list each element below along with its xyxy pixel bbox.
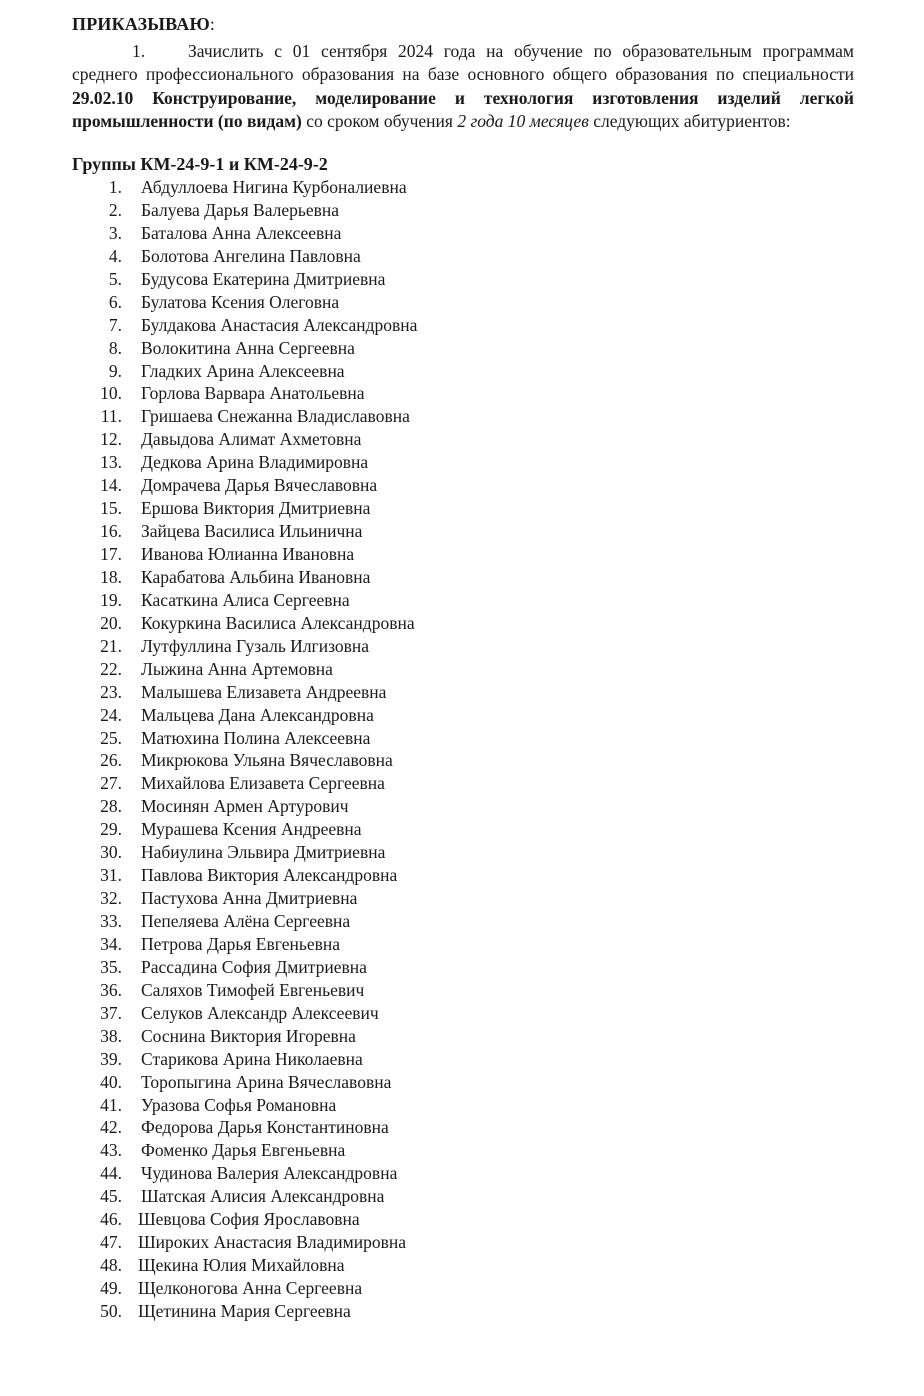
student-name: Микрюкова Ульяна Вячеславовна bbox=[141, 750, 393, 771]
student-name: Петрова Дарья Евгеньевна bbox=[141, 933, 340, 954]
student-number: 22. bbox=[100, 658, 122, 679]
student-number: 32. bbox=[100, 888, 122, 909]
student-number: 16. bbox=[100, 521, 122, 542]
student-name: Волокитина Анна Сергеевна bbox=[141, 337, 355, 358]
student-name: Павлова Виктория Александровна bbox=[141, 865, 398, 886]
student-number: 46. bbox=[100, 1209, 122, 1230]
student-name: Булдакова Анастасия Александровна bbox=[141, 314, 418, 335]
student-number: 49. bbox=[100, 1278, 122, 1298]
student-number: 28. bbox=[100, 796, 122, 817]
student-number: 19. bbox=[100, 589, 122, 610]
student-number: 40. bbox=[100, 1071, 122, 1092]
study-duration: 2 года 10 месяцев bbox=[457, 111, 589, 132]
student-number: 12. bbox=[100, 429, 122, 450]
student-number: 48. bbox=[100, 1255, 122, 1276]
student-name: Балуева Дарья Валерьевна bbox=[141, 199, 340, 220]
student-name: Иванова Юлианна Ивановна bbox=[141, 544, 355, 564]
student-name: Саляхов Тимофей Евгеньевич bbox=[141, 979, 365, 1000]
student-name: Соснина Виктория Игоревна bbox=[141, 1025, 356, 1046]
heading-text: ПРИКАЗЫВАЮ bbox=[72, 14, 210, 34]
student-number: 26. bbox=[100, 750, 122, 771]
student-name: Матюхина Полина Алексеевна bbox=[141, 727, 371, 748]
student-number: 6. bbox=[108, 291, 122, 312]
student-number: 2. bbox=[108, 199, 122, 220]
student-name: Гришаева Снежанна Владиславовна bbox=[141, 406, 410, 427]
heading-colon: : bbox=[209, 14, 216, 34]
student-number: 10. bbox=[100, 383, 122, 404]
student-name: Баталова Анна Алексеевна bbox=[141, 222, 342, 243]
student-name: Зайцева Василиса Ильинична bbox=[141, 521, 363, 542]
student-name: Ершова Виктория Дмитриевна bbox=[141, 498, 371, 519]
student-name: Дедкова Арина Владимировна bbox=[141, 452, 369, 473]
student-name: Горлова Варвара Анатольевна bbox=[141, 383, 365, 404]
student-number: 33. bbox=[100, 911, 122, 931]
student-name: Шатская Алисия Александровна bbox=[141, 1186, 385, 1207]
student-name: Рассадина София Дмитриевна bbox=[141, 956, 367, 977]
student-number: 43. bbox=[100, 1140, 122, 1161]
student-name: Щелконогова Анна Сергеевна bbox=[138, 1278, 363, 1298]
student-name: Мурашева Ксения Андреевна bbox=[141, 819, 362, 840]
paragraph-text-part3: следующих абитуриентов: bbox=[588, 111, 791, 132]
student-number: 31. bbox=[100, 865, 122, 886]
student-number: 24. bbox=[100, 704, 122, 725]
student-number: 15. bbox=[100, 498, 122, 519]
student-name: Федорова Дарья Константиновна bbox=[141, 1117, 389, 1138]
student-number: 38. bbox=[100, 1025, 122, 1046]
student-number: 18. bbox=[100, 566, 122, 587]
student-number: 13. bbox=[100, 452, 122, 473]
student-name: Домрачева Дарья Вячеславовна bbox=[141, 475, 378, 496]
student-number: 1. bbox=[108, 177, 122, 197]
student-name: Старикова Арина Николаевна bbox=[141, 1048, 363, 1069]
student-number: 41. bbox=[100, 1094, 122, 1115]
student-number: 21. bbox=[100, 635, 122, 656]
student-number: 25. bbox=[100, 727, 122, 748]
student-name: Лутфуллина Гузаль Илгизовна bbox=[141, 635, 370, 656]
student-name: Карабатова Альбина Ивановна bbox=[141, 566, 371, 587]
student-number: 11. bbox=[100, 406, 122, 427]
student-name: Фоменко Дарья Евгеньевна bbox=[141, 1140, 346, 1161]
student-name: Шевцова София Ярославовна bbox=[138, 1209, 360, 1230]
specialty-name: 29.02.10 Конструирование, моделирование и технология изготовления изделий легкой промышленности (по видам) bbox=[72, 87, 854, 132]
student-number: 27. bbox=[100, 773, 122, 794]
student-name: Булатова Ксения Олеговна bbox=[141, 291, 340, 312]
student-name: Мальцева Дана Александровна bbox=[141, 704, 374, 725]
student-name: Малышева Елизавета Андреевна bbox=[141, 681, 387, 702]
paragraph-number: 1. bbox=[132, 41, 146, 61]
student-name: Кокуркина Василиса Александровна bbox=[141, 612, 415, 633]
student-number: 30. bbox=[100, 842, 122, 863]
student-name: Селуков Александр Алексеевич bbox=[141, 1002, 379, 1023]
student-number: 45. bbox=[100, 1186, 122, 1207]
student-number: 9. bbox=[108, 360, 122, 381]
paragraph-text-part1: Зачислить с 01 сентября 2024 года на обучение по образовательным программам среднего профессионального образования на базе основного общего образования по специальности bbox=[72, 41, 854, 85]
student-number: 17. bbox=[100, 544, 122, 564]
student-name: Торопыгина Арина Вячеславовна bbox=[141, 1071, 392, 1092]
order-heading bbox=[72, 14, 215, 35]
student-name: Широких Анастасия Владимировна bbox=[138, 1232, 407, 1253]
student-number: 36. bbox=[100, 979, 122, 1000]
student-number: 20. bbox=[100, 612, 122, 633]
student-name: Чудинова Валерия Александровна bbox=[141, 1163, 398, 1184]
student-name: Касаткина Алиса Сергеевна bbox=[141, 589, 350, 610]
student-number: 8. bbox=[108, 337, 122, 358]
student-number: 35. bbox=[100, 956, 122, 977]
student-name: Абдуллоева Нигина Курбоналиевна bbox=[141, 177, 407, 197]
student-number: 34. bbox=[100, 933, 122, 954]
student-name: Пастухова Анна Дмитриевна bbox=[141, 888, 358, 909]
student-name: Набиулина Эльвира Дмитриевна bbox=[141, 842, 386, 863]
student-name: Щекина Юлия Михайловна bbox=[138, 1255, 345, 1276]
paragraph-text-part2: со сроком обучения bbox=[301, 111, 458, 132]
student-number: 42. bbox=[100, 1117, 122, 1138]
student-number: 50. bbox=[100, 1300, 122, 1321]
student-number: 4. bbox=[108, 245, 122, 266]
student-number: 29. bbox=[100, 819, 122, 840]
student-number: 47. bbox=[100, 1232, 122, 1253]
student-name: Лыжина Анна Артемовна bbox=[141, 658, 333, 679]
student-number: 7. bbox=[108, 314, 122, 335]
student-name: Щетинина Мария Сергеевна bbox=[138, 1300, 351, 1321]
student-number: 5. bbox=[108, 268, 122, 289]
student-name: Пепеляева Алёна Сергеевна bbox=[141, 911, 351, 931]
student-name: Будусова Екатерина Дмитриевна bbox=[141, 268, 386, 289]
student-name: Болотова Ангелина Павловна bbox=[141, 245, 361, 266]
student-name: Гладких Арина Алексеевна bbox=[141, 360, 345, 381]
student-number: 3. bbox=[108, 222, 122, 243]
student-number: 37. bbox=[100, 1002, 122, 1023]
student-number: 44. bbox=[100, 1163, 122, 1184]
student-number: 23. bbox=[100, 681, 122, 702]
student-name: Мосинян Армен Артурович bbox=[141, 796, 349, 817]
student-number: 14. bbox=[100, 475, 122, 496]
group-title: Группы КМ-24-9-1 и КМ-24-9-2 bbox=[72, 154, 328, 174]
student-number: 39. bbox=[100, 1048, 122, 1069]
student-name: Уразова Софья Романовна bbox=[141, 1094, 337, 1115]
student-name: Давыдова Алимат Ахметовна bbox=[141, 429, 362, 450]
enrollment-paragraph bbox=[72, 40, 854, 134]
student-name: Михайлова Елизавета Сергеевна bbox=[141, 773, 385, 794]
